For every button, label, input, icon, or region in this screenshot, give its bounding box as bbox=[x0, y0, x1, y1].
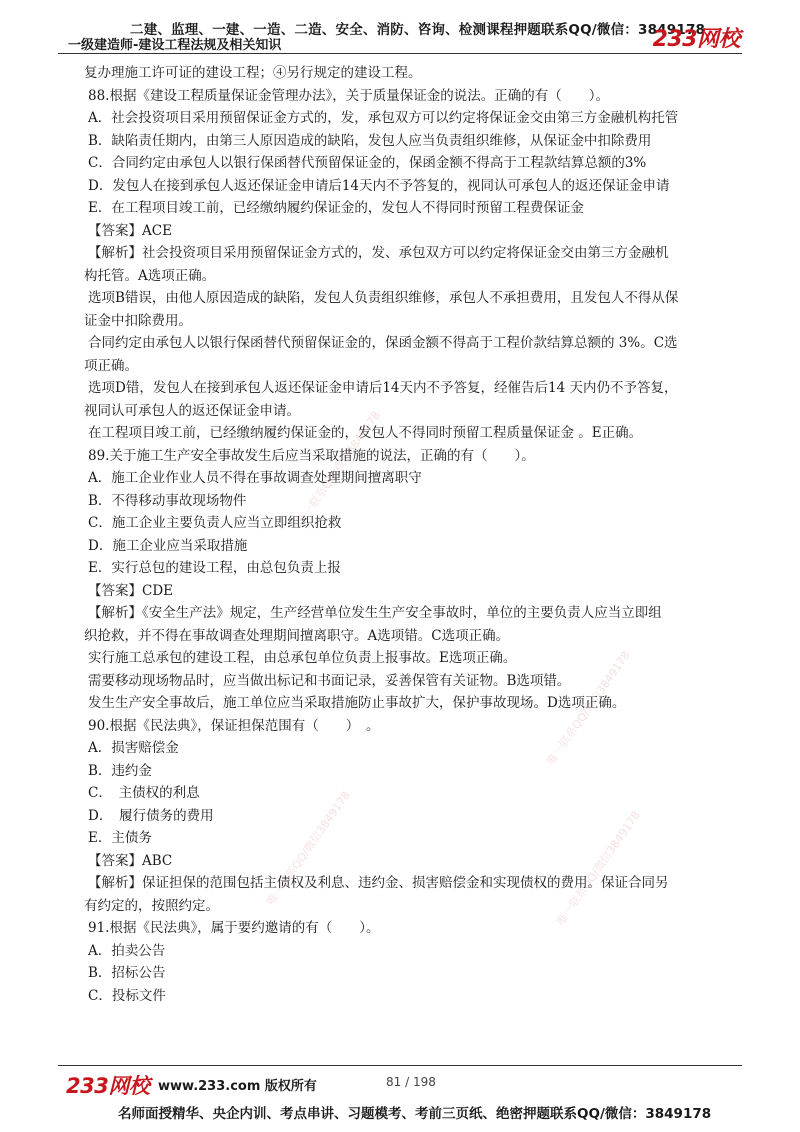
explanation-line: 需要移动现场物品时，应当做出标记和书面记录，妥善保管有关证物。B选项错。 bbox=[88, 672, 571, 689]
explanation-line: 实行施工总承包的建设工程，由总承包单位负责上报事故。E选项正确。 bbox=[88, 650, 517, 666]
brand-logo-top: 233网校 bbox=[652, 27, 740, 52]
explanation-line: 合同约定由承包人以银行保函替代预留保证金的，保函金额不得高于工程价款结算总额的 3%。C选 bbox=[88, 335, 678, 351]
option-line: D．施工企业应当采取措施 bbox=[88, 537, 248, 554]
footer-divider bbox=[58, 1065, 742, 1066]
explanation-line: 选项B错误，由他人原因造成的缺陷，发包人负责组织维修，承包人不承担费用，且发包人不得从保 bbox=[88, 290, 679, 306]
explanation-line: 发生生产安全事故后，施工单位应当采取措施防止事故扩大，保护事故现场。D选项正确。 bbox=[88, 695, 626, 711]
question-91: 91.根据《民法典》，属于要约邀请的有（ ）。 bbox=[88, 920, 380, 936]
answer-line: 【答案】CDE bbox=[88, 582, 174, 599]
footer-site[interactable]: www.233.com 版权所有 bbox=[158, 1079, 317, 1094]
option-line: C． 主债权的利息 bbox=[88, 785, 200, 801]
option-line: D．发包人在接到承包人返还保证金申请后14天内不予答复的，视同认可承包人的返还保证金申请 bbox=[88, 177, 670, 194]
brand-logo-bottom: 233网校 bbox=[66, 1074, 150, 1098]
option-line: D． 履行债务的费用 bbox=[88, 807, 214, 824]
option-line: A．社会投资项目采用预留保证金方式的，发，承包双方可以约定将保证金交由第三方金融机构托管 bbox=[88, 110, 679, 126]
option-line: B．招标公告 bbox=[88, 965, 166, 981]
watermark: 唯一联系QQ/微信3849178 bbox=[554, 808, 643, 928]
watermark: 唯一联系QQ/微信3849178 bbox=[294, 408, 383, 528]
question-89: 89.关于施工生产安全事故发生后应当采取措施的说法，正确的有（ ）。 bbox=[88, 447, 535, 464]
question-88: 88.根据《建设工程质量保证金管理办法》，关于质量保证金的说法。正确的有（ ）。 bbox=[88, 87, 609, 104]
question-90: 90.根据《民法典》，保证担保范围有（ ） 。 bbox=[88, 717, 380, 734]
option-line: A．施工企业作业人员不得在事故调查处理期间擅离职守 bbox=[88, 470, 422, 486]
explanation-line: 构托管。A选项正确。 bbox=[84, 267, 216, 284]
explanation-line: 织抢救，并不得在事故调查处理期间擅离职守。A选项错。C选项正确。 bbox=[84, 627, 510, 644]
explanation-line: 视同认可承包人的返还保证金申请。 bbox=[84, 402, 300, 419]
watermark: 唯一联系QQ/微信3849178 bbox=[544, 648, 633, 768]
explanation-line: 项正确。 bbox=[84, 357, 138, 374]
explanation-line: 选项D错，发包人在接到承包人返还保证金申请后14天内不予答复，经催告后14 天内仍不予答复， bbox=[88, 380, 678, 396]
header-subtitle: 一级建造师-建设工程法规及相关知识 bbox=[68, 38, 282, 53]
page-number: 81 / 198 bbox=[386, 1075, 436, 1089]
option-line: E．在工程项目竣工前，已经缴纳履约保证金的，发包人不得同时预留工程费保证金 bbox=[88, 200, 584, 216]
option-line: B．违约金 bbox=[88, 762, 152, 779]
watermark: 唯一联系QQ/微信3849178 bbox=[264, 788, 353, 908]
option-line: A．损害赔偿金 bbox=[88, 740, 179, 756]
explanation-line: 在工程项目竣工前，已经缴纳履约保证金的，发包人不得同时预留工程质量保证金 。E正确。 bbox=[88, 425, 643, 441]
explanation-line: 有约定的，按照约定。 bbox=[84, 897, 219, 914]
option-line: C．投标文件 bbox=[88, 987, 166, 1004]
option-line: A．拍卖公告 bbox=[88, 942, 166, 959]
option-line: B．缺陷责任期内，由第三人原因造成的缺陷，发包人应当负责组织维修，从保证金中扣除费用 bbox=[88, 132, 652, 149]
footer-contact-line: 名师面授精华、央企内训、考点串讲、习题模考、考前三页纸、绝密押题联系QQ/微信：3849178 bbox=[118, 1106, 712, 1122]
option-line: E．主债务 bbox=[88, 830, 152, 846]
document-body bbox=[84, 62, 748, 1007]
explanation-line: 证金中扣除费用。 bbox=[84, 312, 192, 329]
explanation-line: 【解析】保证担保的范围包括主债权及利息、违约金、损害赔偿金和实现债权的费用。保证合同另 bbox=[88, 875, 669, 891]
answer-line: 【答案】ABC bbox=[88, 852, 173, 869]
option-line: C．施工企业主要负责人应当立即组织抢救 bbox=[88, 515, 342, 531]
header-divider bbox=[58, 53, 742, 54]
explanation-line: 【解析】社会投资项目采用预留保证金方式的，发、承包双方可以约定将保证金交由第三方金融机 bbox=[88, 245, 669, 261]
option-line: E．实行总包的建设工程，由总包负责上报 bbox=[88, 560, 341, 576]
header-top-line: 二建、监理、一建、一造、二造、安全、消防、咨询、检测课程押题联系QQ/微信：3849178 bbox=[130, 22, 706, 38]
option-line: B．不得移动事故现场物件 bbox=[88, 492, 247, 509]
option-line: C．合同约定由承包人以银行保函替代预留保证金的，保函金额不得高于工程款结算总额的3% bbox=[88, 155, 647, 171]
answer-line: 【答案】ACE bbox=[88, 222, 172, 239]
explanation-line: 【解析】《安全生产法》规定，生产经营单位发生生产安全事故时，单位的主要负责人应当立即组 bbox=[88, 605, 662, 621]
text-line: 复办理施工许可证的建设工程；④另行规定的建设工程。 bbox=[84, 65, 422, 81]
